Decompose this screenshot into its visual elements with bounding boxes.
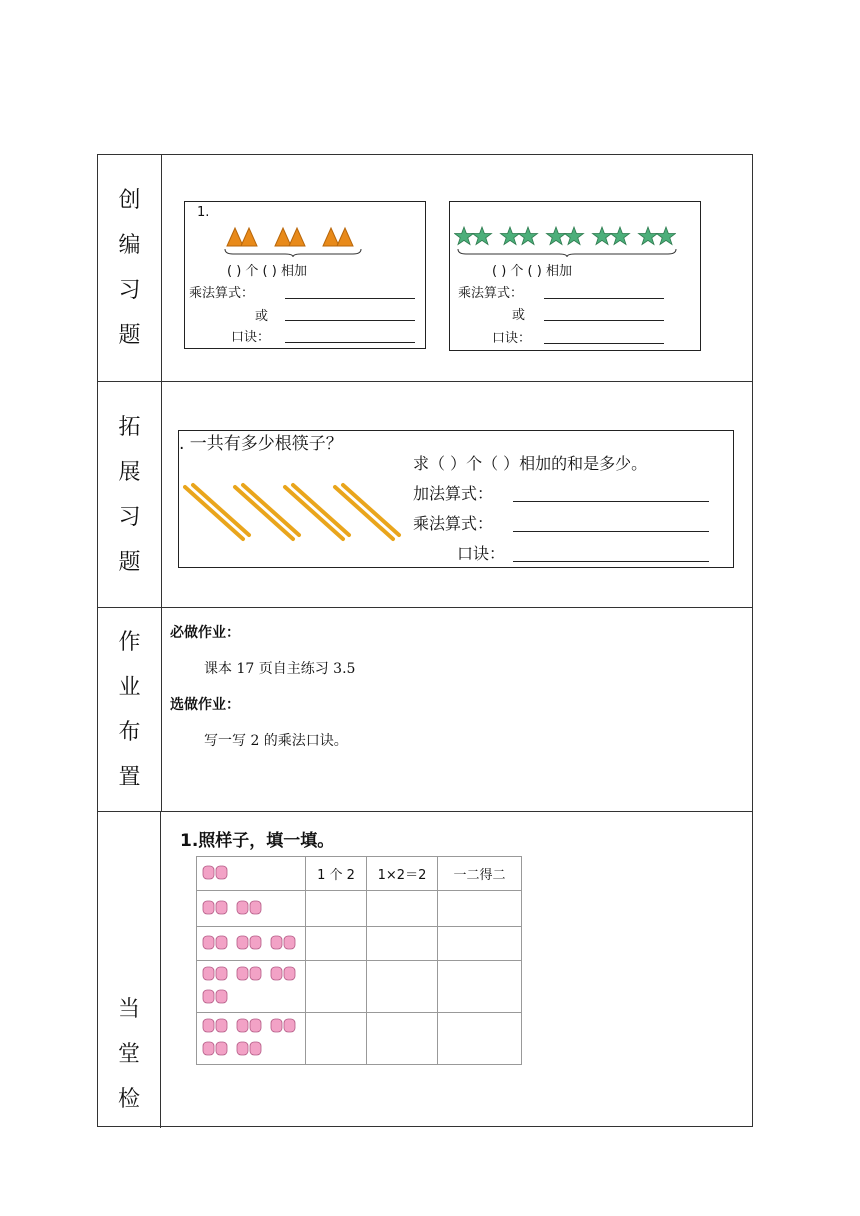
question-text: . 一共有多少根筷子？ [179, 434, 343, 454]
label-char: 题 [118, 549, 141, 575]
ask-text: 求（ ）个（ ）相加的和是多少。 [413, 454, 648, 473]
answer-blank [513, 531, 709, 532]
caption-text: ( ) 个 ( ) 相加 [492, 264, 572, 279]
or-label: 或 [255, 309, 269, 324]
star-icon [639, 227, 658, 245]
header-cell: 一二得二 [438, 857, 522, 891]
glove-cell [197, 927, 306, 961]
answer-blank [544, 320, 664, 321]
glove-pairs-icon [201, 898, 271, 916]
multiplication-label: 乘法算式： [413, 514, 494, 533]
chopstick-icon [343, 485, 399, 535]
star-icon [547, 227, 566, 245]
star-icon [473, 227, 492, 245]
answer-cell[interactable] [438, 891, 522, 927]
label-char: 创 [118, 188, 141, 213]
label-char: 题 [118, 323, 141, 348]
answer-blank [285, 342, 415, 343]
star-icon [593, 227, 612, 245]
optional-homework-title: 选做作业： [170, 697, 240, 713]
table-row [197, 857, 522, 891]
triangle-icon [289, 228, 305, 246]
create-content [162, 155, 752, 381]
rhyme-label: 口诀： [492, 331, 532, 346]
rhyme-label: 口诀： [457, 544, 506, 563]
exercise-number: 1. [197, 205, 210, 220]
answer-cell[interactable] [306, 891, 367, 927]
answer-cell[interactable] [367, 1013, 438, 1065]
label-char: 业 [118, 674, 141, 700]
star-icon [455, 227, 474, 245]
optional-homework-text: 写一写 2 的乘法口诀。 [204, 733, 348, 749]
triangle-icon [337, 228, 353, 246]
chopstick-exercise-box [178, 430, 734, 568]
label-char: 拓 [118, 414, 141, 440]
triangle-icon [275, 228, 291, 246]
label-char: 习 [118, 504, 141, 530]
homework-content [162, 608, 752, 811]
answer-cell[interactable] [367, 927, 438, 961]
label-char: 展 [118, 459, 141, 485]
required-homework-title: 必做作业： [170, 625, 240, 641]
row-label-create [98, 155, 162, 381]
row-extension-exercise [98, 382, 752, 608]
check-content [162, 812, 752, 1128]
multiplication-label: 乘法算式： [458, 286, 524, 301]
star-icon [501, 227, 520, 245]
answer-blank [285, 298, 415, 299]
table-row [197, 1013, 522, 1065]
row-label-homework [98, 608, 162, 811]
label-char: 当 [117, 997, 140, 1022]
answer-blank [285, 320, 415, 321]
brace-icon [456, 247, 678, 257]
star-icon [565, 227, 584, 245]
extend-content [162, 382, 752, 607]
glove-cell [197, 961, 306, 1013]
triangle-icon [241, 228, 257, 246]
label-char: 编 [118, 233, 141, 258]
chopsticks-image [183, 481, 413, 547]
star-exercise-box [449, 201, 701, 351]
row-homework [98, 608, 752, 812]
table-row [197, 961, 522, 1013]
answer-blank [544, 298, 664, 299]
glove-pairs-icon [201, 933, 301, 951]
glove-cell [197, 891, 306, 927]
answer-blank [513, 561, 709, 562]
required-homework-text: 课本 17 页自主练习 3.5 [204, 661, 356, 677]
triangle-icon [323, 228, 339, 246]
header-cell: 1 个 2 [306, 857, 367, 891]
addition-label: 加法算式： [413, 484, 494, 503]
answer-blank [544, 343, 664, 344]
answer-cell[interactable] [306, 1013, 367, 1065]
answer-cell[interactable] [367, 961, 438, 1013]
table-row [197, 891, 522, 927]
answer-cell[interactable] [306, 927, 367, 961]
star-icon [611, 227, 630, 245]
glove-cell [197, 857, 306, 891]
triangle-exercise-box [184, 201, 426, 349]
star-icon [519, 227, 538, 245]
label-char: 检 [117, 1087, 140, 1112]
answer-cell[interactable] [438, 961, 522, 1013]
glove-pairs-icon [201, 964, 301, 1006]
brace-icon [223, 247, 363, 257]
caption-text: ( ) 个 ( ) 相加 [227, 264, 307, 279]
header-cell: 1×2＝2 [367, 857, 438, 891]
fill-table [196, 856, 522, 1065]
answer-cell[interactable] [438, 927, 522, 961]
row-class-check [98, 812, 752, 1128]
chopstick-icon [185, 487, 243, 539]
triangle-icon [227, 228, 243, 246]
label-char: 习 [118, 278, 141, 303]
or-label: 或 [512, 308, 526, 323]
answer-blank [513, 501, 709, 502]
star-icon [657, 227, 676, 245]
row-label-check [98, 812, 161, 1128]
glove-pair-icon [201, 863, 231, 881]
label-char: 布 [118, 719, 141, 745]
lesson-plan-table [97, 154, 753, 1127]
answer-cell[interactable] [438, 1013, 522, 1065]
row-create-exercise [98, 155, 752, 382]
check-title: 1.照样子，填一填。 [180, 831, 335, 851]
answer-cell[interactable] [306, 961, 367, 1013]
multiplication-label: 乘法算式： [189, 286, 255, 301]
label-char: 置 [118, 764, 141, 790]
table-row [197, 927, 522, 961]
glove-pairs-icon [201, 1016, 301, 1058]
row-label-extend [98, 382, 162, 607]
glove-cell [197, 1013, 306, 1065]
rhyme-label: 口诀： [231, 330, 271, 345]
answer-cell[interactable] [367, 891, 438, 927]
label-char: 堂 [117, 1042, 140, 1067]
star-groups-image [454, 226, 676, 248]
label-char: 作 [118, 629, 141, 655]
